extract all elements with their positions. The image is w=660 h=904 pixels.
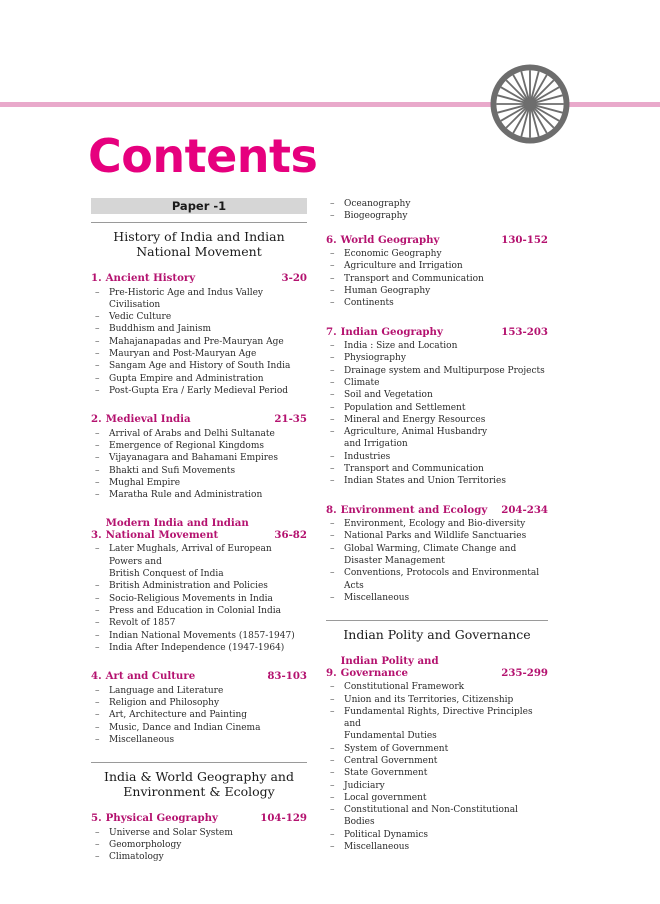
topic-item: – Environment, Ecology and Bio-diversity [330, 518, 548, 530]
topic-item: – Union and its Territories, Citizenship [330, 694, 548, 706]
chapter-number: 2. [91, 413, 102, 426]
chapter-title-row[interactable] [91, 273, 307, 285]
chapter-entry [326, 235, 548, 310]
chapter-title: Art and Culture [105, 670, 196, 683]
topic-item: – Central Government [330, 755, 548, 767]
topic-item: – Post-Gupta Era / Early Medieval Period [95, 385, 307, 397]
page-title: Contents [88, 129, 318, 183]
topic-item: – Biogeography [330, 210, 548, 222]
topic-item: – Global Warming, Climate Change and Disaster Management [330, 543, 548, 568]
topic-item: – Arrival of Arabs and Delhi Sultanate [95, 428, 307, 440]
topic-item: – Agriculture, Animal Husbandry and Irrigation [330, 426, 548, 451]
chapter-title-row[interactable] [326, 327, 548, 339]
chapter-page-range: 83-103 [267, 670, 307, 683]
chapter-number: 3. [91, 528, 102, 541]
topic-item: – Mughal Empire [95, 477, 307, 489]
section-heading: India & World Geography and Environment & Ecology [91, 762, 307, 799]
topic-item: – Indian States and Union Territories [330, 475, 548, 487]
topic-item: – Conventions, Protocols and Environmental Acts [330, 567, 548, 592]
chapter-entry [91, 518, 307, 654]
topic-item: – Miscellaneous [330, 592, 548, 604]
chapter-topic-list [326, 681, 548, 853]
chapter-page-range: 36-82 [274, 528, 307, 541]
topic-item: – Climate [330, 377, 548, 389]
topic-item: – Transport and Communication [330, 273, 548, 285]
topic-item: – Transport and Communication [330, 463, 548, 475]
chapter-title: Physical Geography [105, 812, 218, 825]
chapter-title: Indian Geography [340, 325, 443, 338]
topic-item: – Universe and Solar System [95, 827, 307, 839]
chapter-topic-list [326, 340, 548, 488]
section-heading: Indian Polity and Governance [326, 620, 548, 642]
topic-item: – Later Mughals, Arrival of European Powers and British Conquest of India [95, 543, 307, 580]
chapter-entry [326, 656, 548, 853]
chapter-title: Modern India and Indian National Movement [105, 517, 249, 541]
chapter-title-row[interactable] [91, 414, 307, 426]
topic-item: – Oceanography [330, 198, 548, 210]
topic-item: – Industries [330, 451, 548, 463]
topic-item: – Fundamental Rights, Directive Principles and Fundamental Duties [330, 706, 548, 743]
chapter-topic-list [326, 518, 548, 604]
chapter-entry [91, 813, 307, 863]
chapter-title: Environment and Ecology [340, 503, 488, 516]
chapter-topic-list [91, 428, 307, 502]
chapter-topic-list [326, 198, 548, 223]
topic-item: – National Parks and Wildlife Sanctuaries [330, 530, 548, 542]
toc-left-column [91, 198, 307, 864]
chapter-title: Medieval India [105, 413, 191, 426]
topic-item: – State Government [330, 767, 548, 779]
chapter-page-range: 3-20 [281, 272, 307, 284]
chapter-page-range: 153-203 [501, 325, 548, 338]
topic-item: – Press and Education in Colonial India [95, 605, 307, 617]
topic-item: – Language and Literature [95, 685, 307, 697]
topic-item: – Economic Geography [330, 248, 548, 260]
topic-item: – Vedic Culture [95, 311, 307, 323]
topic-item: – Buddhism and Jainism [95, 323, 307, 335]
topic-item: – Miscellaneous [95, 734, 307, 746]
chapter-topic-list [91, 827, 307, 864]
chapter-title: World Geography [340, 233, 440, 246]
chapter-topic-list [91, 287, 307, 398]
chapter-page-range: 130-152 [501, 233, 548, 246]
topic-item: – Emergence of Regional Kingdoms [95, 440, 307, 452]
chapter-number: 7. [326, 325, 337, 338]
topic-item: – Miscellaneous [330, 841, 548, 853]
topic-item: – Indian National Movements (1857-1947) [95, 630, 307, 642]
topic-item: – Art, Architecture and Painting [95, 709, 307, 721]
chapter-number: 8. [326, 503, 337, 516]
chapter-title: Ancient History [105, 272, 196, 284]
chapter-topic-list [91, 685, 307, 746]
topic-item: – India After Independence (1947-1964) [95, 642, 307, 654]
chapter-number: 5. [91, 812, 102, 825]
topic-item: – Judiciary [330, 780, 548, 792]
topic-item: – British Administration and Policies [95, 580, 307, 592]
chapter-entry [91, 671, 307, 746]
chapter-entry [91, 273, 307, 397]
chapter-entry [326, 505, 548, 605]
topic-item: – Revolt of 1857 [95, 617, 307, 629]
chapter-title-row[interactable] [326, 656, 548, 679]
topic-item: – Bhakti and Sufi Movements [95, 465, 307, 477]
chapter-title-row[interactable] [326, 235, 548, 247]
topic-item: – Socio-Religious Movements in India [95, 593, 307, 605]
topic-item: – Pre-Historic Age and Indus Valley Civilisation [95, 287, 307, 312]
section-heading: History of India and Indian National Movement [91, 222, 307, 259]
toc-right-column [326, 198, 548, 853]
topic-item: – Geomorphology [95, 839, 307, 851]
topic-item: – Local government [330, 792, 548, 804]
topic-item: – Political Dynamics [330, 829, 548, 841]
ashoka-chakra-icon [488, 62, 572, 146]
chapter-title: Indian Polity and Governance [340, 655, 439, 679]
topic-item: – Mauryan and Post-Mauryan Age [95, 348, 307, 360]
chapter-page-range: 21-35 [274, 413, 307, 426]
topic-item: – Drainage system and Multipurpose Projects [330, 365, 548, 377]
chapter-entry [91, 414, 307, 501]
topic-item: – Human Geography [330, 285, 548, 297]
chapter-title-row[interactable] [91, 671, 307, 683]
topic-item: – Maratha Rule and Administration [95, 489, 307, 501]
topic-item: – Mahajanapadas and Pre-Mauryan Age [95, 336, 307, 348]
topic-item: – Constitutional Framework [330, 681, 548, 693]
chapter-page-range: 104-129 [260, 812, 307, 825]
chapter-number: 9. [326, 666, 337, 679]
chapter-page-range: 204-234 [501, 503, 548, 516]
topic-item: – Music, Dance and Indian Cinema [95, 722, 307, 734]
chapter-page-range: 235-299 [501, 666, 548, 679]
topic-item: – Constitutional and Non-Constitutional Bodies [330, 804, 548, 829]
topic-item: – Agriculture and Irrigation [330, 260, 548, 272]
chapter-number: 1. [91, 272, 102, 284]
topic-item: – System of Government [330, 743, 548, 755]
chapter-title-row[interactable] [326, 505, 548, 517]
chapter-entry [326, 327, 548, 488]
chapter-topic-list [91, 543, 307, 654]
topic-item: – Continents [330, 297, 548, 309]
chapter-topic-list [326, 248, 548, 309]
topic-item: – Sangam Age and History of South India [95, 360, 307, 372]
topic-item: – Vijayanagara and Bahamani Empires [95, 452, 307, 464]
topic-item: – Population and Settlement [330, 402, 548, 414]
chapter-number: 6. [326, 233, 337, 246]
topic-item: – India : Size and Location [330, 340, 548, 352]
chapter-number: 4. [91, 670, 102, 683]
topic-item: – Gupta Empire and Administration [95, 373, 307, 385]
topic-item: – Climatology [95, 851, 307, 863]
topic-item: – Physiography [330, 352, 548, 364]
chapter-title-row[interactable] [91, 813, 307, 825]
topic-item: – Religion and Philosophy [95, 697, 307, 709]
topic-item: – Mineral and Energy Resources [330, 414, 548, 426]
chapter-title-row[interactable] [91, 518, 307, 541]
paper-heading: Paper -1 [91, 198, 307, 214]
topic-item: – Soil and Vegetation [330, 389, 548, 401]
